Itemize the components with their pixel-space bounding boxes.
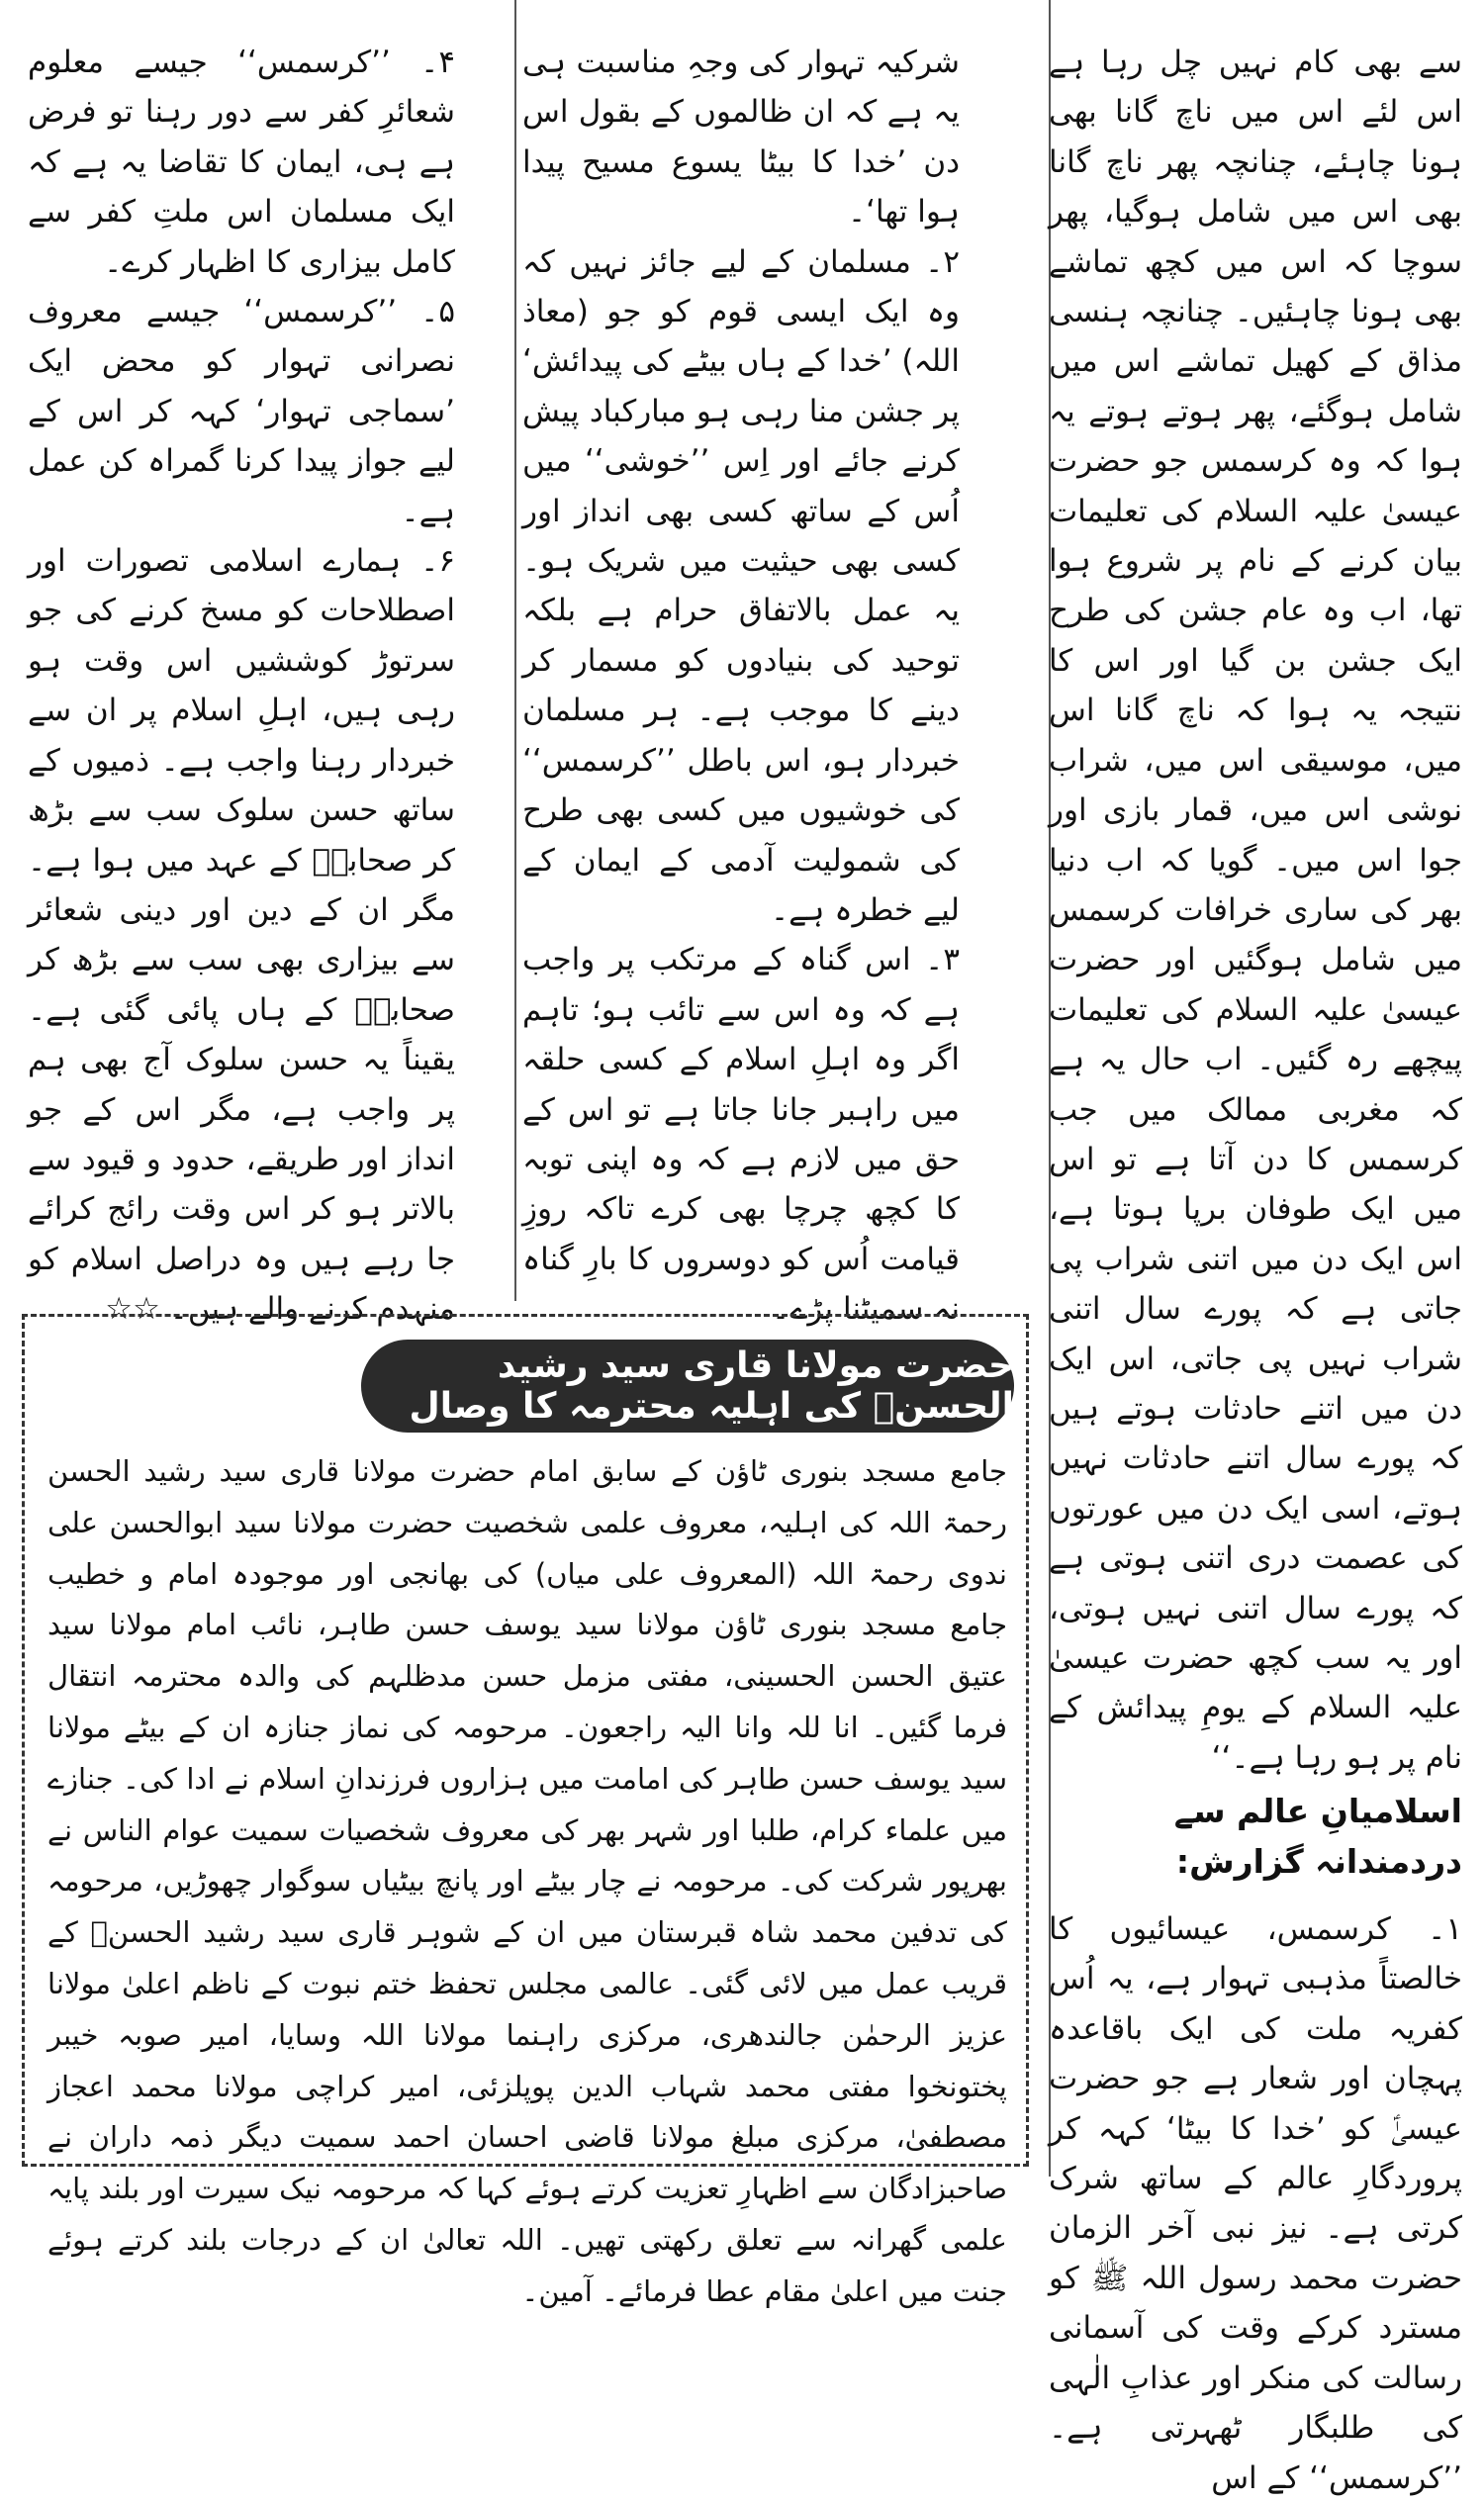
article-column-right [1049, 38, 1462, 2503]
subheading: اسلامیانِ عالم سے دردمندانہ گزارش: [1173, 1792, 1462, 1881]
obituary-title: حضرت مولانا قاری سید رشید الحسنؒ کی اہلیہ محترمہ کا وصال [361, 1340, 1014, 1433]
paragraph: ۳۔ اس گناہ کے مرتکب پر واجب ہے کہ وہ اس سے تائب ہو؛ تاہم اگر وہ اہلِ اسلام کے کسی حلقہ میں راہبر جانا جاتا ہے تو اس کے حق میں لازم ہے کہ وہ اپنی توبہ کا کچھ چرچا بھی کرے تاکہ روزِ قیامت اُس کو دوسروں کا بارِ گناہ نہ سمیٹنا پڑے۔ [522, 942, 960, 1328]
paragraph: شرکیہ تہوار کی وجہِ مناسبت ہی یہ ہے کہ ان ظالموں کے بقول اس دن ’خدا کا بیٹا یسوع مسیح پیدا ہوا تھا‘۔ [522, 45, 960, 231]
paragraph: ۱۔ کرسمس، عیسائیوں کا خالصتاً مذہبی تہوار ہے، یہ اُس کفریہ ملت کی ایک باقاعدہ پہچان اور شعار ہے جو حضرت عیسیٰؑ کو ’خدا کا بیٹا‘ کہہ کر پروردگارِ عالم کے ساتھ شرک کرتی ہے۔ نیز نبی آخر الزمان حضرت محمد رسول اللہ ﷺ کو مسترد کرکے وقت کی آسمانی رسالت کی منکر اور عذابِ الٰہی کی طلبگار ٹھہرتی ہے۔ ’’کرسمس‘‘ کے اس [1049, 1911, 1462, 2496]
article-column-left [28, 38, 455, 1335]
paragraph: ۵۔ ’’کرسمس‘‘ جیسے معروف نصرانی تہوار کو محض ایک ’سماجی تہوار‘ کہہ کر اس کے لیے جواز پیدا کرنا گمراہ کن عمل ہے۔ [28, 294, 455, 529]
paragraph: ۴۔ ’’کرسمس‘‘ جیسے معلوم شعائرِ کفر سے دور رہنا تو فرض ہے ہی، ایمان کا تقاضا یہ ہے کہ ایک مسلمان اس ملتِ کفر سے کامل بیزاری کا اظہار کرے۔ [28, 45, 455, 280]
paragraph: جامع مسجد بنوری ٹاؤن کے سابق امام حضرت مولانا قاری سید رشید الحسن رحمۃ اللہ کی اہلیہ، معروف علمی شخصیت حضرت مولانا سید ابوالحسن علی ندوی رحمۃ اللہ (المعروف علی میاں) کی بھانجی اور موجودہ امام و خطیب جامع مسجد بنوری ٹاؤن مولانا سید یوسف حسن طاہر، نائب امام مولانا سید عتیق الحسن الحسینی، مفتی مزمل حسن مدظلہم کی والدہ محترمہ انتقال فرما گئیں۔ انا للہ وانا الیہ راجعون۔ مرحومہ کی نماز جنازہ ان کے بیٹے مولانا سید یوسف حسن طاہر کی امامت میں ہزاروں فرزندانِ اسلام نے ادا کی۔ جنازے میں علماء کرام، طلبا اور شہر بھر کی معروف شخصیات سمیت عوام الناس نے بھرپور شرکت کی۔ مرحومہ نے چار بیٹے اور پانچ بیٹیاں سوگوار چھوڑیں، مرحومہ کی تدفین محمد شاہ قبرستان میں ان کے شوہر قاری سید رشید الحسنؒ کے قریب عمل میں لائی گئی۔ عالمی مجلس تحفظ ختم نبوت کے ناظم اعلیٰ مولانا عزیز الرحمٰن جالندھری، مرکزی راہنما مولانا اللہ وسایا، امیر صوبہ خیبر پختونخوا مفتی محمد شہاب الدین پوپلزئی، امیر کراچی مولانا محمد اعجاز مصطفیٰ، مرکزی مبلغ مولانا قاضی احسان احمد سمیت دیگر ذمہ داران نے صاحبزادگان سے اظہارِ تعزیت کرتے ہوئے کہا کہ مرحومہ نیک سیرت اور بلند پایہ علمی گھرانہ سے تعلق رکھتی تھیں۔ اللہ تعالیٰ ان کے درجات بلند کرتے ہوئے جنت میں اعلیٰ مقام عطا فرمائے۔ آمین۔ [47, 1454, 1007, 2308]
column-divider [514, 0, 516, 1301]
paragraph: ۶۔ ہمارے اسلامی تصورات اور اصطلاحات کو مسخ کرنے کی جو سرتوڑ کوششیں اس وقت ہو رہی ہیں، اہلِ اسلام پر ان سے خبردار رہنا واجب ہے۔ ذمیوں کے ساتھ حسن سلوک سب سے بڑھ کر صحابہؓ کے عہد میں ہوا ہے۔ مگر ان کے دین اور دینی شعائر سے بیزاری بھی سب سے بڑھ کر صحابہؓ کے ہاں پائی گئی ہے۔ یقیناً یہ حسن سلوک آج بھی ہم پر واجب ہے، مگر اس کے جو انداز اور طریقے، حدود و قیود سے بالاتر ہو کر اس وقت رائج کرائے جا رہے ہیں وہ دراصل اسلام کو منہدم کرنے والے ہیں۔ ☆☆ [28, 543, 455, 1328]
article-column-middle [522, 38, 960, 1335]
paragraph: ۲۔ مسلمان کے لیے جائز نہیں کہ وہ ایک ایسی قوم کو جو (معاذ اللہ) ’خدا کے ہاں بیٹے کی پیدائش‘ پر جشن منا رہی ہو مبارکباد پیش کرنے جائے اور اِس ’’خوشی‘‘ میں اُس کے ساتھ کسی بھی انداز اور کسی بھی حیثیت میں شریک ہو۔ یہ عمل بالاتفاق حرام ہے بلکہ توحید کی بنیادوں کو مسمار کر دینے کا موجب ہے۔ ہر مسلمان خبردار ہو، اس باطل ’’کرسمس‘‘ کی خوشیوں میں کسی بھی طرح کی شمولیت آدمی کے ایمان کے لیے خطرہ ہے۔ [522, 243, 960, 928]
paragraph: سے بھی کام نہیں چل رہا ہے اس لئے اس میں ناچ گانا بھی ہونا چاہئے، چنانچہ پھر ناچ گانا بھی اس میں شامل ہوگیا، پھر سوچا کہ اس میں کچھ تماشے بھی ہونا چاہئیں۔ چنانچہ ہنسی مذاق کے کھیل تماشے اس میں شامل ہوگئے، پھر ہوتے ہوتے یہ ہوا کہ وہ کرسمس جو حضرت عیسیٰ علیہ السلام کی تعلیمات بیان کرنے کے نام پر شروع ہوا تھا، اب وہ عام جشن کی طرح ایک جشن بن گیا اور اس کا نتیجہ یہ ہوا کہ ناچ گانا اس میں، موسیقی اس میں، شراب نوشی اس میں، قمار بازی اور جوا اس میں۔ گویا کہ اب دنیا بھر کی ساری خرافات کرسمس میں شامل ہوگئیں اور حضرت عیسیٰ علیہ السلام کی تعلیمات پیچھے رہ گئیں۔ اب حال یہ ہے کہ مغربی ممالک میں جب کرسمس کا دن آتا ہے تو اس میں ایک طوفان برپا ہوتا ہے، اس ایک دن میں اتنی شراب پی جاتی ہے کہ پورے سال اتنی شراب نہیں پی جاتی، اس ایک دن میں اتنے حادثات ہوتے ہیں کہ پورے سال اتنے حادثات نہیں ہوتے، اسی ایک دن میں عورتوں کی عصمت دری اتنی ہوتی ہے کہ پورے سال اتنی نہیں ہوتی، اور یہ سب کچھ حضرت عیسیٰ علیہ السلام کے یومِ پیدائش کے نام پر ہو رہا ہے۔‘‘ [1049, 45, 1462, 1776]
obituary-text [47, 1446, 1007, 2318]
